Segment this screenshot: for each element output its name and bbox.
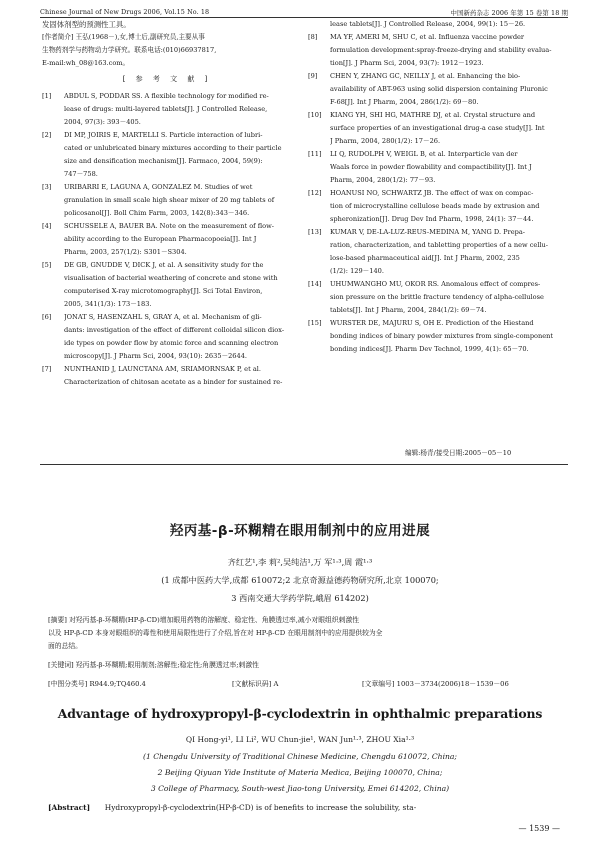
reference-line: computerised X-ray microtomography[J]. Sci Total Environ,: [64, 287, 263, 295]
reference-line: cated or unlubricated binary mixtures according to their particle: [64, 144, 282, 152]
reference-item: [308, 31, 570, 70]
reference-line: policosanol[J]. Boll Chim Farm, 2003, 142(8):343－346.: [64, 209, 250, 217]
reference-line: WURSTER DE, MAJURU S, OH E. Prediction of the Hiestand: [330, 319, 534, 327]
abstract-en-label: [Abstract]: [48, 803, 91, 812]
classification-number: [中图分类号] R944.9;TQ460.4: [48, 680, 146, 688]
reference-line: Pharm, 2004, 280(1/2): 77－93.: [330, 176, 436, 184]
reference-line: surface properties of an investigational drug-a case study[J]. Int: [330, 124, 545, 132]
document-code: [文献标识码] A: [232, 680, 279, 688]
reference-line: DI MP, JOIRIS E, MARTELLI S. Particle interaction of lubri-: [64, 131, 263, 139]
reference-number: [14]: [308, 280, 322, 288]
reference-line: bonding indices of binary powder mixtures from single-component: [330, 332, 554, 340]
author-note-line-3: E-mail:wh_08@163.com。: [42, 59, 130, 67]
abstract-en-text: Hydroxypropyl-β-cyclodextrin(HP-β-CD) is of benefits to increase the solubility, sta-: [104, 803, 417, 812]
reference-item: [308, 278, 570, 317]
reference-line: dants: investigation of the effect of different colloidal silicon diox-: [64, 326, 285, 334]
reference-number: [5]: [42, 261, 52, 269]
reference-line: availability of ABT-963 using solid dispersion containing Pluronic: [330, 85, 548, 93]
running-header-left: Chinese Journal of New Drugs 2006, Vol.15 No. 18: [40, 8, 210, 16]
article-divider: [40, 464, 568, 465]
reference-line: lease tablets[J]. J Controlled Release, 2004, 99(1): 15－26.: [330, 20, 526, 28]
reference-line: bonding indices[J]. Pharm Dev Technol, 1999, 4(1): 65－70.: [330, 345, 529, 353]
reference-item: [42, 181, 292, 220]
reference-line: KIANG YH, SHI HG, MATHRE DJ, et al. Crystal structure and: [330, 111, 536, 119]
reference-line: J Pharm, 2004, 280(1/2): 17－26.: [330, 137, 441, 145]
reference-line: (1/2): 129－140.: [330, 267, 384, 275]
reference-line: ABDUL S, PODDAR SS. A flexible technology for modified re-: [64, 92, 269, 100]
article-title-cn: 羟丙基-β-环糊精在眼用制剂中的应用进展: [169, 523, 431, 539]
reference-line: 2005, 341(1/3): 173－183.: [64, 300, 152, 308]
abstract-cn-line: 以及 HP-β-CD 本身对眼组织的毒性和使用局限性进行了介绍,旨在对 HP-β-CD 在眼用制剂中的应用提供较为全: [48, 629, 383, 637]
reference-number: [308, 18, 330, 31]
reference-line: CHEN Y, ZHANG GC, NEILLY J, et al. Enhancing the bio-: [330, 72, 521, 80]
editor-note: 编辑:杨青/接受日期:2005－05－10: [405, 449, 512, 457]
reference-line: sion pressure on the brittle fracture tendency of alpha-cellulose: [330, 293, 544, 301]
reference-number: [9]: [308, 72, 318, 80]
reference-number: [12]: [308, 189, 322, 197]
prev-article-closing-line: 发固体剂型的预测性工具。: [42, 20, 131, 29]
reference-item: [308, 317, 570, 356]
reference-item: [42, 129, 292, 181]
reference-line: JONAT S, HASENZAHL S, GRAY A, et al. Mechanism of gli-: [64, 313, 262, 321]
reference-line: 747－758.: [64, 170, 98, 178]
reference-line: F-68[J]. Int J Pharm, 2004, 286(1/2): 69－80.: [330, 98, 479, 106]
affiliation-en-line-3: 3 College of Pharmacy, South-west Jiao-tong University, Emei 614202, China): [150, 784, 450, 793]
affiliation-en-line-1: (1 Chengdu University of Traditional Chinese Medicine, Chengdu 610072, China;: [143, 752, 457, 761]
authors-en: QI Hong-yi¹, LI Li², WU Chun-jie¹, WAN Jun¹·³, ZHOU Xia¹·³: [185, 735, 415, 744]
reference-line: HOANUSI NO, SCHWARTZ JB. The effect of wax on compac-: [330, 189, 534, 197]
right-column: [308, 18, 570, 356]
reference-line: 2004, 97(3): 393－405.: [64, 118, 141, 126]
reference-item: [308, 18, 570, 31]
reference-item: [308, 187, 570, 226]
reference-line: granulation in small scale high shear mixer of 20 mg tablets of: [64, 196, 275, 204]
reference-line: UHUMWANGHO MU, OKOR RS. Anomalous effect of compres-: [330, 280, 541, 288]
article-title-en: Advantage of hydroxypropyl-β-cyclodextrin in ophthalmic preparations: [57, 706, 543, 721]
abstract-cn-line: 面的总结。: [48, 642, 82, 650]
reference-line: visualisation of bacterial weathering of concrete and stone with: [64, 274, 278, 282]
reference-number: [3]: [42, 183, 52, 191]
affiliation-en-line-2: 2 Beijing Qiyuan Yide Institute of Materia Medica, Beijing 100070, China;: [157, 768, 443, 777]
reference-item: [308, 109, 570, 148]
reference-line: size and densification mechanism[J]. Farmaco, 2004, 59(9):: [64, 157, 263, 165]
reference-line: NUNTHANID J, LAUNCTANA AM, SRIAMORNSAK P, et al.: [64, 365, 261, 373]
reference-item: [308, 148, 570, 187]
reference-line: SCHUSSELE A, BAUER BA. Note on the measurement of flow-: [64, 222, 274, 230]
left-column: [42, 18, 292, 389]
reference-item: [42, 259, 292, 311]
reference-line: spheronization[J]. Drug Dev Ind Pharm, 1998, 24(1): 37－44.: [330, 215, 534, 223]
abstract-en: [48, 803, 416, 812]
reference-line: ration, characterization, and tabletting properties of a new cellu-: [330, 241, 549, 249]
reference-line: tablets[J]. Int J Pharm, 2004, 284(1/2): 69－74.: [330, 306, 487, 314]
reference-item: [308, 226, 570, 278]
author-note-line-1: [作者简介] 王弘(1968－),女,博士后,副研究员,主要从事: [42, 33, 205, 41]
reference-line: formulation development:spray-freeze-drying and stability evalua-: [330, 46, 552, 54]
reference-item: [42, 363, 292, 389]
abstract-cn-line: [摘要] 对羟丙基-β-环糊精(HP-β-CD)增加眼用药物的溶解度、稳定性、角膜透过率,减小对眼组织刺激性: [48, 616, 360, 624]
reference-line: Waals force in powder flowability and compactibility[J]. Int J: [330, 163, 532, 171]
reference-line: ide types on powder flow by atomic force and scanning electron: [64, 339, 279, 347]
running-header-right: 中国新药杂志 2006 年第 15 卷第 18 期: [450, 9, 568, 17]
affiliation-cn-line-1: (1 成都中医药大学,成都 610072;2 北京奇源益德药物研究所,北京 100070;: [161, 575, 439, 585]
reference-line: tion[J]. J Pharm Sci, 2004, 93(7): 1912－1923.: [330, 59, 484, 67]
reference-number: [11]: [308, 150, 322, 158]
reference-number: [8]: [308, 33, 318, 41]
reference-line: MA YF, AMERI M, SHU C, et al. Influenza vaccine powder: [330, 33, 525, 41]
reference-line: URIBARRI E, LAGUNA A, GONZALEZ M. Studies of wet: [64, 183, 253, 191]
reference-line: KUMAR V, DE-LA-LUZ-REUS-MEDINA M, YANG D. Prepa-: [330, 228, 526, 236]
reference-number: [2]: [42, 131, 52, 139]
reference-number: [10]: [308, 111, 322, 119]
reference-number: [1]: [42, 92, 52, 100]
reference-line: lose-based pharmaceutical aid[J]. Int J Pharm, 2002, 235: [330, 254, 520, 262]
reference-number: [6]: [42, 313, 52, 321]
reference-item: [42, 311, 292, 363]
reference-line: microscopy[J]. J Pharm Sci, 2004, 93(10): 2635－2644.: [64, 352, 247, 360]
references-heading: [ 参 考 文 献 ]: [122, 75, 212, 83]
reference-number: [4]: [42, 222, 52, 230]
reference-line: lease of drugs: multi-layered tablets[J]. J Controlled Release,: [64, 105, 268, 113]
reference-item: [308, 70, 570, 109]
abstract-cn: [48, 614, 568, 653]
reference-number: [13]: [308, 228, 322, 236]
reference-item: [42, 90, 292, 129]
reference-line: Characterization of chitosan acetate as a binder for sustained re-: [64, 378, 283, 386]
article-number: [文章编号] 1003－3734(2006)18－1539－06: [362, 680, 509, 688]
reference-line: tion of microcrystalline cellulose beads made by extrusion and: [330, 202, 540, 210]
reference-item: [42, 220, 292, 259]
reference-line: LI Q, RUDOLPH V, WEIGL B, et al. Interparticle van der: [330, 150, 518, 158]
affiliation-cn-line-2: 3 西南交通大学药学院,峨眉 614202): [231, 593, 369, 603]
reference-number: [7]: [42, 365, 52, 373]
authors-cn: 齐红艺¹,李 莉²,吴纯洁¹,万 军¹·³,周 霞¹·³: [227, 557, 373, 567]
reference-line: DE GB, GNUDDE V, DICK J, et al. A sensitivity study for the: [64, 261, 264, 269]
reference-line: Pharm, 2003, 257(1/2): S301－S304.: [64, 248, 187, 256]
author-note-line-2: 生物药剂学与药物动力学研究。联系电话:(010)66937817,: [42, 46, 217, 54]
reference-number: [15]: [308, 319, 322, 327]
reference-line: ability according to the European Pharmacopoeia[J]. Int J: [64, 235, 257, 243]
page-number: — 1539 —: [518, 824, 560, 833]
keywords-cn: [关键词] 羟丙基-β-环糊精;眼用制剂;溶解性;稳定性;角膜透过率;刺激性: [48, 661, 259, 669]
